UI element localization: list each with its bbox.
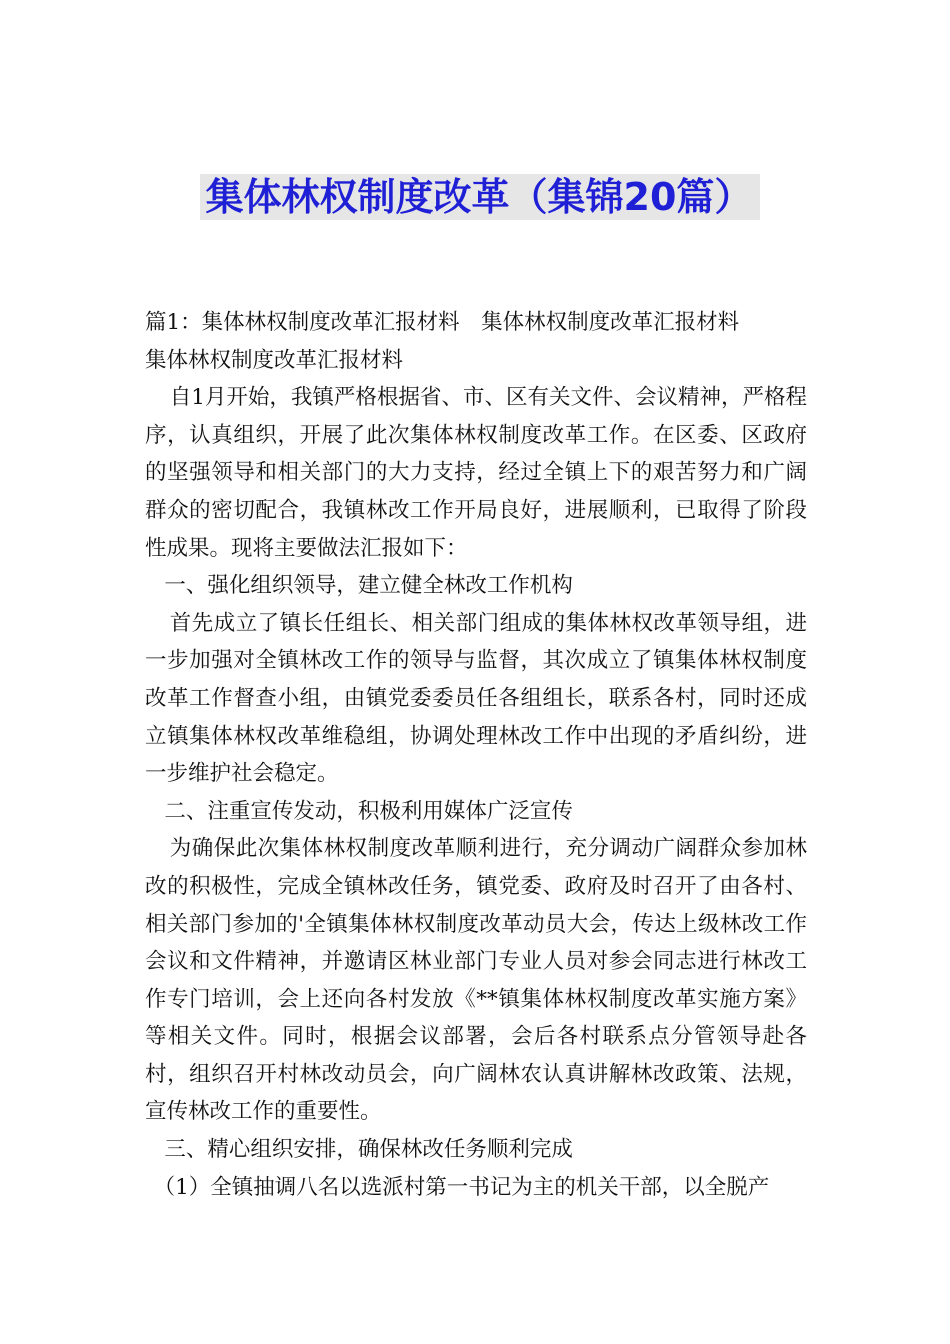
list-item: （1）全镇抽调八名以选派村第一书记为主的机关干部，以全脱产	[153, 1174, 770, 1200]
section-heading: 三、精心组织安排，确保林改任务顺利完成	[164, 1137, 573, 1163]
document-body	[145, 304, 807, 1206]
document-title: 集体林权制度改革（集锦20篇）	[200, 174, 761, 220]
section-heading: 一、强化组织领导，建立健全林改工作机构	[164, 573, 573, 599]
title-container	[0, 174, 950, 220]
body-paragraph: 自1月开始，我镇严格根据省、市、区有关文件、会议精神，严格程序，认真组织，开展了此次集体林权制度改革工作。在区委、区政府的坚强领导和相关部门的大力支持，经过全镇上下的艰苦努力和广阔群众的密切配合，我镇林改工作开局良好，进展顺利，已取得了阶段性成果。现将主要做法汇报如下：	[145, 385, 807, 561]
body-paragraph: 首先成立了镇长任组长、相关部门组成的集体林权改革领导组，进一步加强对全镇林改工作的领导与监督，其次成立了镇集体林权制度改革工作督查小组，由镇党委委员任各组组长，联系各村，同时还成立镇集体林权改革维稳组，协调处理林改工作中出现的矛盾纠纷，进一步维护社会稳定。	[145, 610, 807, 787]
section-heading: 二、注重宣传发动，积极利用媒体广泛宣传	[164, 798, 573, 824]
body-paragraph: 为确保此次集体林权制度改革顺利进行，充分调动广阔群众参加林改的积极性，完成全镇林改任务，镇党委、政府及时召开了由各村、相关部门参加的'全镇集体林权制度改革动员大会，传达上级林改工作会议和文件精神，并邀请区林业部门专业人员对参会同志进行林改工作专门培训，会上还向各村发放《**镇集体林权制度改革实施方案》等相关文件。同时，根据会议部署，会后各村联系点分管领导赴各村，组织召开村林改动员会，向广阔林农认真讲解林改政策、法规，宣传林改工作的重要性。	[145, 836, 807, 1125]
report-title: 集体林权制度改革汇报材料	[145, 347, 404, 373]
article-heading: 篇1：集体林权制度改革汇报材料 集体林权制度改革汇报材料	[145, 310, 740, 335]
